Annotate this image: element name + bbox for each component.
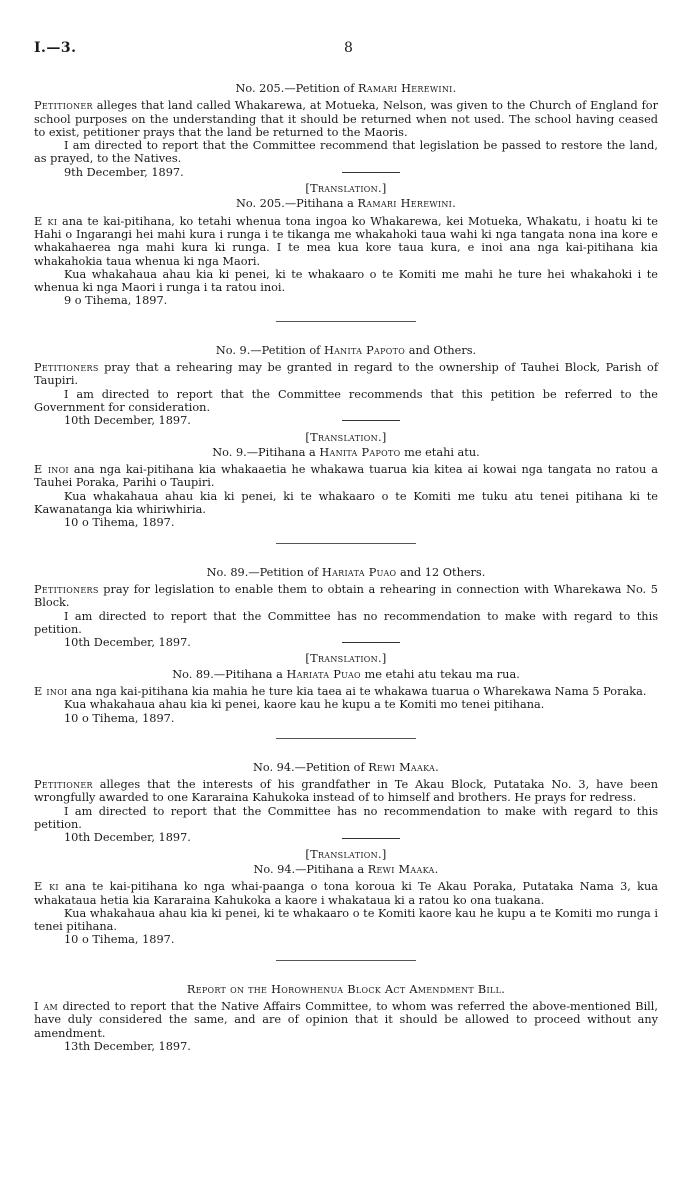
translation-title [34,446,658,459]
body-text: ana te kai-pitihana ko nga whai-paanga o tona koroua ki Te Akau Poraka, Putataka Nama 3, kua whakataua hetia kia Kararaina Kahukoka a kaore i whakataua ki a ratou ko ona tuakana. [34,880,658,907]
translation-body [34,215,658,268]
page-content [34,82,658,1053]
translation-label-text: [Translation.] [305,847,387,861]
report-date: 13th December, 1897. [64,1039,191,1053]
title-prefix: No. 205.—Pitihana a [236,197,354,211]
translation-date: 10 o Tihema, 1897. [64,516,175,530]
translation-report: Kua whakahaua ahau kia ki penei, ki te whakaaro o te Komiti kaore kau he kupu a te Komiti mo runga i tenei pitihana. [34,906,658,934]
body-text: pray that a rehearing may be granted in regard to the ownership of Tauhei Block, Parish of Taupiri. [34,361,658,388]
title-prefix: No. 9.—Pitihana a [212,445,316,459]
date-row [64,414,658,427]
translation-report: Kua whakahaua ahau kia ki penei, ki te whakaaro o te Komiti me tuku atu tenei pitihana ki te Kawanatanga kia whiriwhiria. [34,489,658,517]
body-text: ana te kai-pitihana, ko tetahi whenua tona ingoa ko Whakarewa, kei Motueka, Whakatu, i hoatu ki te Hahi o Ingarangi hei mahi kura i runga i te tikanga me whakahoki taua wahi ki nga tangata nona ina kore e whakahaerea nga mahi kura ki runga. I te mea kua kore taua kura, e inoi ana nga kai-pitihana kia whakahokia taua whenua ki nga Maori. [34,214,658,268]
date: 10th December, 1897. [64,636,191,650]
section-divider [276,960,416,961]
short-rule [342,838,400,839]
section-divider [276,738,416,739]
translation-label-text: [Translation.] [305,182,387,196]
report-text: I am directed to report that the Committee recommends that this petition be referred to the Government for consideration. [34,387,658,414]
petition-205 [34,82,658,322]
petition-title [34,761,658,774]
petitioner-name: Ramari Herewini. [357,82,457,95]
translation-label-text: [Translation.] [305,430,387,444]
report-text: I am directed to report that the Committee has no recommendation to make with regard to this petition. [34,609,658,636]
lead-word: Petitioners [34,361,99,375]
translation-title [34,863,658,876]
section-divider [276,543,416,544]
petition-title [34,82,658,95]
title-prefix: No. 89.—Pitihana a [172,667,283,681]
petition-body [34,361,658,388]
petition-body [34,99,658,139]
lead-word: E inoi [34,684,68,698]
title-prefix: No. 89.—Petition of [206,565,319,579]
title-prefix: No. 9.—Petition of [215,343,321,357]
petitioner-name: Hariata Puao [321,565,397,579]
date-row [64,636,658,649]
title-suffix: me etahi atu. [404,445,480,459]
date-row [64,166,658,179]
date: 9th December, 1897. [64,165,184,179]
page-identifier: I.—3. [34,40,77,56]
translation-label [34,182,658,195]
page-header [34,42,658,62]
body-text: ana nga kai-pitihana kia mahia he ture kia taea ai te whakawa tuarua o Wharekawa Nama 5 Poraka. [71,684,647,698]
title-suffix: and Others. [408,343,477,357]
petition-9 [34,344,658,544]
report-text: I am directed to report that the Committee has no recommendation to make with regard to this petition. [34,804,658,832]
date: 10th December, 1897. [64,831,191,845]
lead-word: E ki [34,880,59,894]
petitioner-name: Ramari Herewini. [357,197,456,211]
translation-label [34,431,658,444]
report-text: I am directed to report that the Committee recommend that legislation be passed to restore the land, as prayed, to the Natives. [34,139,658,166]
short-rule [342,420,400,421]
title-prefix: No. 205.—Petition of [235,82,355,95]
petition-94 [34,761,658,961]
translation-date: 10 o Tihema, 1897. [64,711,175,725]
translation-body [34,685,658,698]
petitioner-name: Hanita Papoto [323,343,406,357]
petition-title [34,566,658,579]
body-text: directed to report that the Native Affairs Committee, to whom was referred the above-mentioned Bill, have duly considered the same, and are of opinion that it should be allowed to proceed without any amendment. [34,1000,658,1040]
lead-word: Petitioners [34,582,99,596]
translation-label [34,652,658,665]
lead-word: Petitioner [34,778,93,792]
page-number: 8 [344,40,353,56]
lead-word: E inoi [34,463,69,477]
petitioner-name: Rewi Maaka. [368,760,440,774]
short-rule [342,642,400,643]
title-prefix: No. 94.—Petition of [252,760,365,774]
translation-body [34,880,658,907]
report-body [34,1000,658,1040]
petition-89 [34,566,658,739]
translation-label-text: [Translation.] [305,652,387,666]
date: 10th December, 1897. [64,414,191,428]
petition-body [34,778,658,805]
translation-date: 9 o Tihema, 1897. [64,294,168,308]
body-text: pray for legislation to enable them to obtain a rehearing in connection with Wharekawa No. 5 Block. [34,582,658,610]
title-suffix: me etahi atu tekau ma rua. [364,667,520,681]
report-title: Report on the Horowhenua Block Act Amendment Bill. [186,982,506,996]
date-row [64,831,658,844]
lead-word: I am [34,1000,59,1014]
translation-report: Kua whakahaua ahau kia ki penei, kaore kau he kupu a te Komiti mo tenei pitihana. [64,698,545,712]
petitioner-name: Hanita Papoto [319,445,401,459]
translation-label [34,848,658,861]
title-prefix: No. 94.—Pitihana a [253,862,365,876]
translation-body [34,463,658,490]
translation-title [34,197,658,210]
translation-title [34,668,658,681]
petition-title [34,344,658,357]
title-suffix: and 12 Others. [399,565,486,579]
petitioner-name: Rewi Maaka. [367,862,439,876]
petition-body [34,583,658,610]
body-text: alleges that land called Whakarewa, at Motueka, Nelson, was given to the Church of England for school purposes on the understanding that it should be returned when not used. The school having ceased to exist, petitioner prays that the land be returned to the Maoris. [34,99,658,139]
lead-word: Petitioner [34,99,93,113]
petitioner-name: Hariata Puao [286,667,361,681]
bill-report [34,983,658,1053]
body-text: ana nga kai-pitihana kia whakaaetia he whakawa tuarua kia kitea ai kowai nga tangata no ratou a Tauhei Poraka, Parihi o Taupiri. [34,463,658,490]
lead-word: E ki [34,214,58,228]
section-divider [276,321,416,322]
body-text: alleges that the interests of his grandfather in Te Akau Block, Putataka No. 3, have been wrongfully awarded to one Kararaina Kahukoka instead of to himself and brothers. He prays for redress. [34,778,658,805]
translation-date: 10 o Tihema, 1897. [64,933,175,947]
short-rule [342,172,400,173]
translation-report: Kua whakahaua ahau kia ki penei, ki te whakaaro o te Komiti me mahi he ture hei whakahoki i te whenua ki nga Maori i runga i ta ratou inoi. [34,267,658,295]
